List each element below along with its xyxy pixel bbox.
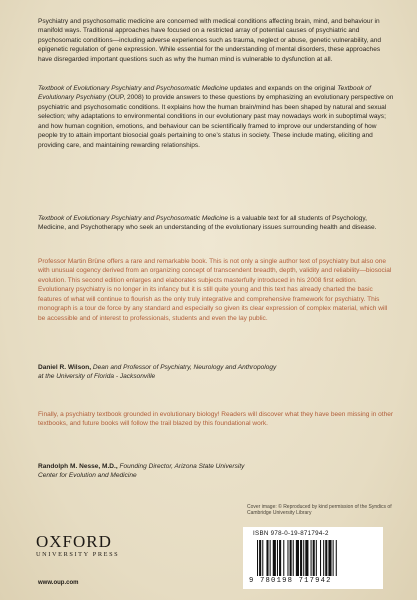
isbn-label: ISBN 978-0-19-871794-2	[253, 530, 329, 537]
barcode-digits: 9 780198 717942	[249, 577, 332, 585]
paragraph-text: (OUP, 2008) to provide answers to these questions by emphasizing an evolutionary perspective on psychiatric and psychosomatic conditions. It explains how the human brain/mind has been shaped by natural and sexual selection; why adaptations to environmental conditions in our evolutionary past may nowadays work in suboptimal ways; and how human cognition, emotions, and behaviour can be scientifically framed to improve our understanding of how people try to attain important biosocial goals pertaining to one’s status in society. These include mating, eliciting and providing care, and maintaining rewarding relationships.	[38, 94, 394, 149]
isbn-barcode-box	[243, 527, 383, 589]
publisher-logo	[36, 533, 119, 558]
endorser-role: Dean and Professor of Psychiatry, Neurology and Anthropology	[91, 364, 277, 371]
cover-image-credit: Cover image: © Reproduced by kind permission of the Syndics of Cambridge University Library	[247, 504, 392, 517]
book-title: Textbook of Evolutionary Psychiatry and Psychosomatic Medicine	[38, 85, 229, 92]
publisher-url[interactable]: www.oup.com	[38, 580, 79, 586]
endorser-name: Randolph M. Nesse, M.D.,	[38, 463, 118, 470]
endorsement-quote-2: Finally, a psychiatry textbook grounded in evolutionary biology! Readers will discover what they have been missing in other textbooks, and future books will follow the trail blazed by this foundational work.	[38, 411, 394, 428]
description-paragraph-2	[38, 84, 394, 150]
paragraph-text: updates and expands on the original	[228, 85, 338, 92]
original-book-title: Textbook of Evolutionary Psychiatry	[38, 85, 371, 102]
endorsement-signature-2	[38, 462, 394, 481]
endorser-affiliation: Center for Evolution and Medicine	[38, 472, 137, 480]
publisher-name: OXFORD	[36, 532, 112, 551]
endorser-role: Founding Director, Arizona State University	[117, 463, 245, 470]
paragraph-text: is a valuable text for all students of Psychology, Medicine, and Psychotherapy who seek an understanding of the evolutionary issues surrounding health and disease.	[38, 215, 377, 232]
description-paragraph-3	[38, 214, 394, 233]
publisher-subname: UNIVERSITY PRESS	[36, 551, 120, 558]
description-paragraph-1: Psychiatry and psychosomatic medicine are concerned with medical conditions affecting brain, mind, and behaviour in manifold ways. Traditional approaches have focused on a restricted array of potential causes of psychiatric and psychosomatic conditions—including adverse experiences such as trauma, neglect or abuse, genetic vulnerability, and epigenetic regulation of gene expression. While essential for the understanding of mental disorders, these approaches have disregarded important questions such as why the human mind is vulnerable to dysfunction at all.	[38, 18, 382, 63]
barcode-image	[257, 540, 373, 576]
endorsement-signature-1	[38, 363, 394, 382]
endorser-affiliation: at the University of Florida - Jacksonville	[38, 373, 156, 381]
endorser-name: Daniel R. Wilson,	[38, 364, 92, 371]
endorsement-quote-1: Professor Martin Brüne offers a rare and remarkable book. This is not only a single author text of psychiatry but also one with unusual cogency derived from an organizing concept of transcendent breadth, depth, validity and reliability—biosocial evolution. This second edition enlarges and elaborates subjects masterfully introduced in his 2008 first edition. Evolutionary psychiatry is no longer in its infancy but it is still quite young and this text has already charted the basic features of what will continue to flourish as the only truly integrative and comprehensive framework for psychiatry. This monograph is a tour de force by any standard and especially so given its clear expression of complex material, which will be accessible and of interest to professionals, students and even the lay public.	[38, 258, 392, 322]
book-title: Textbook of Evolutionary Psychiatry and Psychosomatic Medicine	[38, 215, 229, 222]
